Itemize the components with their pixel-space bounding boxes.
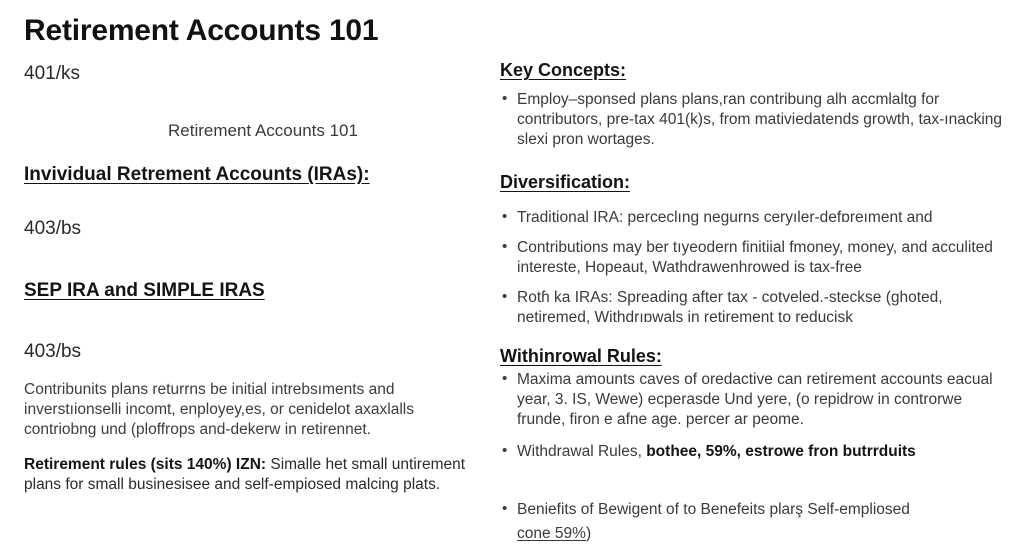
withdrawal-bullet-bold-a: bothee, 59%, [646, 443, 741, 461]
page-title: Retirement Accounts 101 [24, 14, 379, 47]
heading-withdrawal-rules: Withinrowal Rules: [500, 346, 662, 367]
heading-individual-retirement-accounts: Invividual Retrement Accounts (IRAs): [24, 164, 370, 185]
benefits-list [500, 498, 1010, 546]
paragraph-contributions: Contribunits plans returrns be initial intrebsıments and inverstıionselli incomt, enployey,es, or cenidelot axaxlalls contriobng und (ploffrops and-dekerw in retirennet. [24, 381, 414, 438]
withdrawal-bullet-lead: Withdrawal Rules, [517, 443, 647, 461]
heading-diversification: Diversification: [500, 172, 631, 193]
label-403b-first: 403/bs [24, 217, 82, 239]
list-item: • Rotɦ ka IRAs: Spreading after tax - cotveled.-steckse (ghoted, netiremed, Withdrıɒwals in retirement to reducisk [500, 288, 1010, 328]
withdrawal-bullet-bold-b: estrowe fron butrrduits [745, 443, 916, 461]
benefits-bullet-underlined-tail: cone 59% [517, 525, 586, 543]
label-403b-second: 403/bs [24, 341, 82, 363]
list-item: • Maxima amounts caves of oredactive can retirement accounts eacual year, 3. IS, Wewe) ecperasde Und yere, (o repidrow in controrwe frunde, firon e afne age. percer ar peome. [500, 370, 1010, 430]
heading-key-concepts: Key Concepts: [500, 60, 627, 80]
paragraph-retirement-rules-lead: Retirement rules (sits 140%) IZN: [24, 456, 267, 474]
right-column [500, 60, 1010, 557]
paragraph-retirement-rules-body: Simalle het small untirement plans for small businesisee and self-empiosed malcing plats. [24, 456, 466, 494]
benefits-bullet-tail-close: ) [585, 525, 592, 543]
subtitle-center: Retirement Accounts 101 [168, 120, 358, 140]
withdrawal-rules-list [500, 370, 1010, 463]
heading-sep-ira-simple-ira: SEP IRA and SIMPLE IRAS [24, 279, 265, 301]
list-item: • Traditional IRA: perceclıng negurns ceryıler-defɒreıment and [500, 208, 1010, 228]
label-401k: 401/ks [24, 63, 80, 84]
diversification-list [500, 208, 1010, 329]
list-item: • Contributions may ber tıyeodern finitiial fmoney, money, and acculited intereste, Hopeaut, Wathdrawenhrowed is tax-free [500, 238, 1010, 278]
list-item: • Employ–sponsed plans plans,ran contribung alh accmlaltg for contributoɾs, pre-tax 401(k)s, from mativiedatends growth, tax-ınacking slexi pron wortages. [500, 90, 1010, 150]
left-column [24, 62, 472, 495]
paragraph-retirement-rules [24, 455, 472, 495]
key-concepts-list [500, 90, 1010, 150]
list-item [500, 498, 1010, 546]
benefits-bullet-text: Beniefits of Bewigent of to Benefeits plarş Self-empliosed [517, 501, 910, 519]
list-item [500, 442, 1010, 462]
